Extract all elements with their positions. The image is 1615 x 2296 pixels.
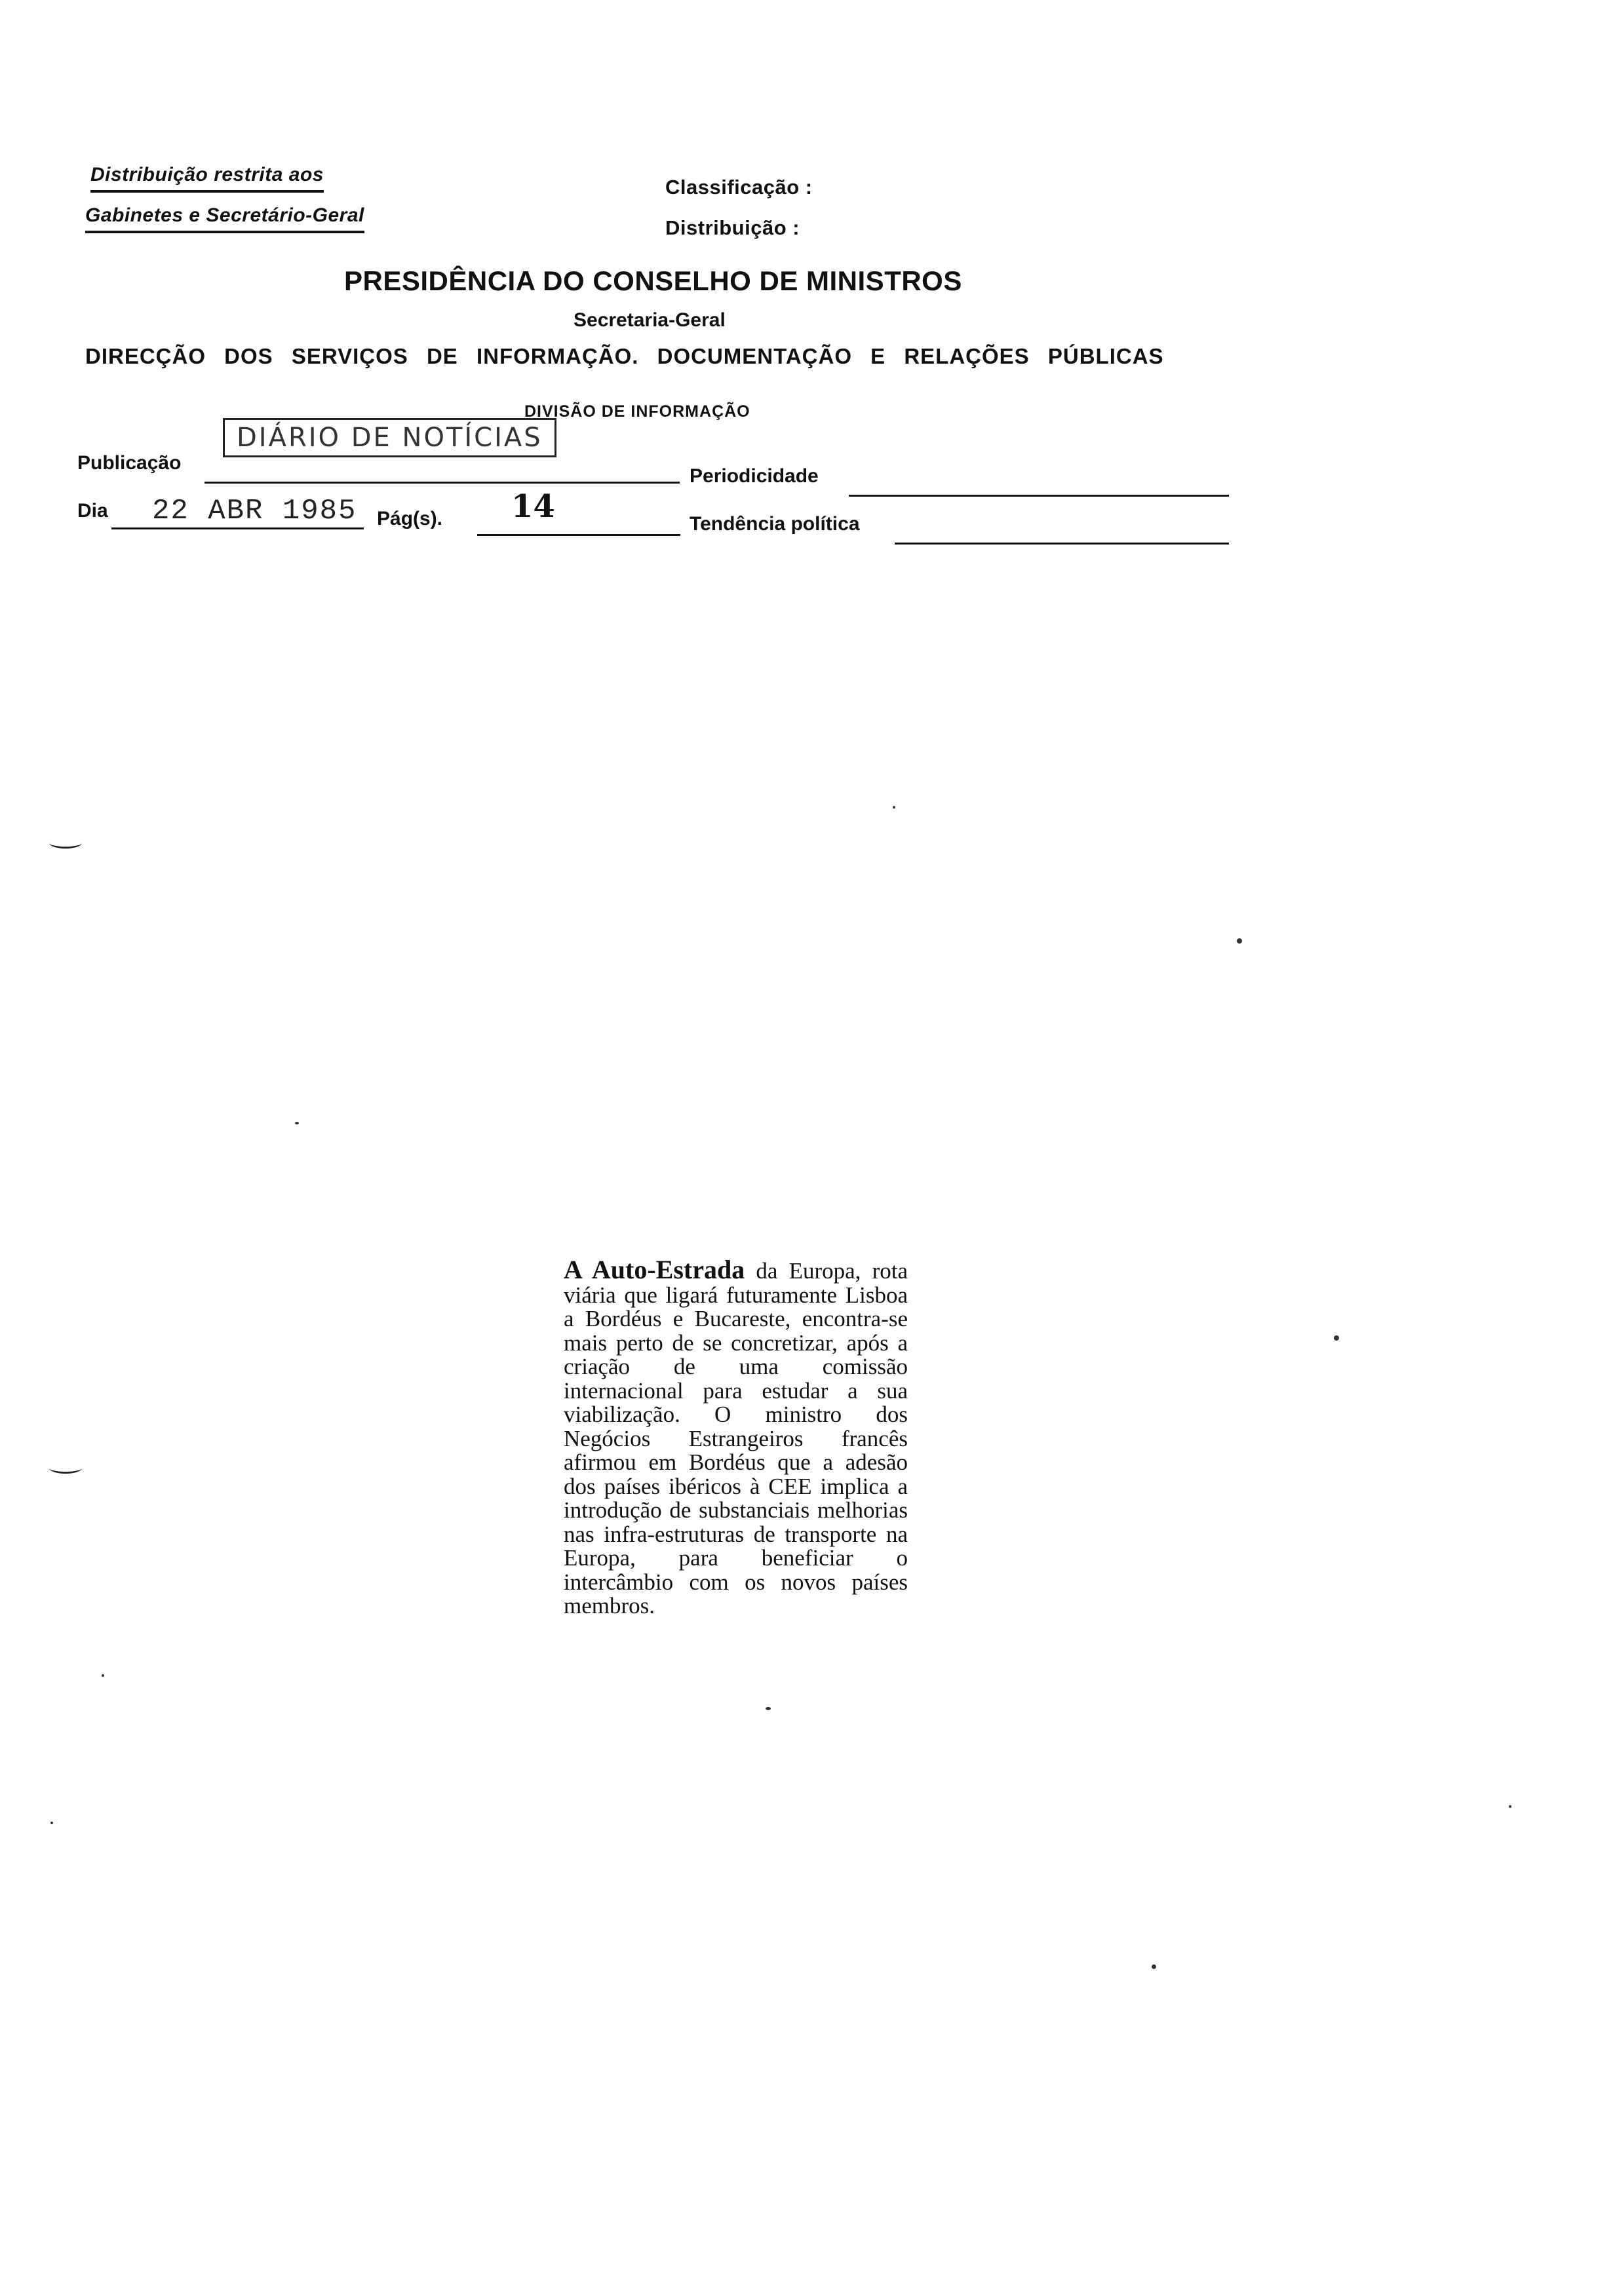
dia-label: Dia [77, 500, 108, 522]
scan-speck [1334, 1335, 1339, 1341]
distribution-note-line2: Gabinetes e Secretário-Geral [85, 204, 364, 233]
scan-speck [102, 1674, 104, 1677]
dia-rule [111, 527, 364, 529]
distribution-note-line1: Distribuição restrita aos [90, 164, 324, 193]
scan-speck [1237, 938, 1242, 944]
scan-speck [893, 806, 895, 809]
division-line: DIVISÃO DE INFORMAÇÃO [524, 402, 750, 421]
clipping-body: da Europa, rota viária que ligará futuramente Lisboa a Bordéus e Bucareste, encontra-se mais perto de se concretizar, após a criação de uma comissão internacional para estudar a sua viabilização. O ministro dos Negócios Estrangeiros francês afirmou em Bordéus que a adesão dos países ibéricos à CEE implica a introdução de substanciais melhorias nas infra-estruturas de transporte na Europa, para beneficiar o intercâmbio com os novos países membros. [564, 1258, 908, 1618]
punch-hole-mark-top [49, 837, 82, 849]
scan-speck [50, 1822, 53, 1824]
directorate-line: DIRECÇÃO DOS SERVIÇOS DE INFORMAÇÃO. DOCUMENTAÇÃO E RELAÇÕES PÚBLICAS [85, 344, 1164, 368]
tendencia-label: Tendência política [690, 513, 860, 535]
pages-handwritten: 14 [511, 488, 555, 525]
scan-speck [1152, 1964, 1156, 1969]
clipping-lead: A Auto-Estrada [564, 1255, 745, 1284]
publicacao-rule [204, 482, 680, 484]
pags-label: Pág(s). [377, 508, 443, 529]
news-clipping [564, 1255, 908, 1618]
tendencia-rule [895, 543, 1229, 545]
scan-speck [295, 1122, 299, 1124]
scan-speck [766, 1707, 771, 1710]
scan-speck [1509, 1805, 1511, 1808]
periodicidade-label: Periodicidade [690, 465, 819, 487]
publication-stamp: DIÁRIO DE NOTÍCIAS [223, 418, 556, 457]
page-subtitle: Secretaria-Geral [574, 309, 726, 331]
distribuicao-label: Distribuição : [665, 216, 800, 239]
classificacao-label: Classificação : [665, 176, 813, 199]
publicacao-label: Publicação [77, 452, 182, 474]
punch-hole-mark-bottom [49, 1463, 82, 1474]
pags-rule [477, 534, 680, 536]
date-stamp: 22 ABR 1985 [152, 495, 357, 527]
page-title: PRESIDÊNCIA DO CONSELHO DE MINISTROS [344, 265, 962, 296]
periodicidade-rule [849, 495, 1229, 497]
